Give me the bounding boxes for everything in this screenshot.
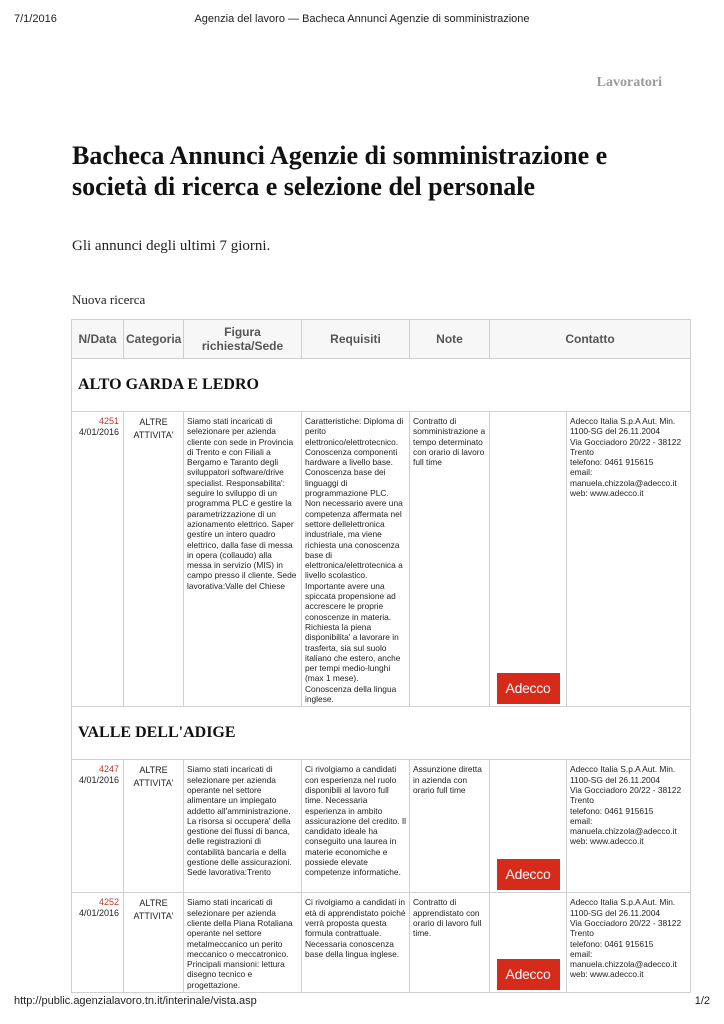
ad-figure: Siamo stati incaricati di selezionare per azienda cliente con sede in Provincia di Trento e con Filiali a Bergamo e Taranto degli sviluppatori software/drive specialist. Responsabilita': seguire lo sviluppo di un programma PLC e gestire la parametrizzazione di un azionamento elettrico. Saper gestire un intero quadro elettrico, dalla fase di messa in opera (collaudo) alla messa in servizio (MIS) in campo presso il cliente. Sede lavorativa:Valle del Chiese [184, 412, 302, 707]
col-categoria: Categoria [124, 320, 184, 359]
nav-lavoratori-link[interactable]: Lavoratori [596, 75, 662, 90]
col-requisiti: Requisiti [302, 320, 410, 359]
ad-category: ALTRE ATTIVITA' [124, 893, 184, 993]
ad-figure: Siamo stati incaricati di selezionare per azienda operante nel settore alimentare un impiegato addetto all'amministrazione. La risorsa si occupera' della gestione dei flussi di banca, delle registrazioni di contabilità bancaria e della gestione delle assicurazioni. Sede lavorativa:Trento [184, 760, 302, 893]
table-row [72, 760, 691, 893]
ad-requirements: Ci rivolgiamo a candidati con esperienza nel ruolo disponibili al lavoro full time. Necessaria esperienza in ambito assicurazione del credito. Il candidato ideale ha conseguito una laurea in materie economiche e possiede elevate competenze informatiche. [302, 760, 410, 893]
ad-date: 4/01/2016 [78, 908, 119, 919]
print-footer-url: http://public.agenzialavoro.tn.it/interinale/vista.asp [14, 995, 257, 1007]
col-note: Note [410, 320, 490, 359]
ad-note: Assunzione diretta in azienda con orario full time [410, 760, 490, 893]
print-page-number: 1/2 [694, 995, 710, 1007]
ad-date: 4/01/2016 [78, 775, 119, 786]
ad-category: ALTRE ATTIVITA' [124, 412, 184, 707]
ad-date: 4/01/2016 [78, 427, 119, 437]
page-subtitle: Gli annunci degli ultimi 7 giorni. [72, 238, 271, 254]
adecco-logo: Adecco [497, 859, 560, 890]
listings-table [71, 319, 691, 993]
region-row [72, 359, 691, 412]
ad-id-date-cell [72, 760, 124, 893]
ad-logo-cell [490, 412, 567, 707]
ad-figure: Siamo stati incaricati di selezionare per azienda cliente della Piana Rotaliana operante nel settore metalmeccanico un perito meccanico o meccatronico. Principali mansioni: lettura disegno tecnico e progettazione. [184, 893, 302, 993]
col-ndata: N/Data [72, 320, 124, 359]
ad-id-link[interactable]: 4252 [98, 897, 119, 908]
ad-contact: Adecco Italia S.p.A Aut. Min. 1100-SG del 26.11.2004 Via Gocciadoro 20/22 - 38122 Trento telefono: 0461 915615 email: manuela.chizzola@adecco.it web: www.adecco.it [567, 760, 691, 893]
ad-note: Contratto di somministrazione a tempo determinato con orario di lavoro full time [410, 412, 490, 707]
ad-requirements: Ci rivolgiamo a candidati in età di apprendistato poiché verrà proposta questa formula contrattuale. Necessaria conoscenza base della lingua inglese. [302, 893, 410, 993]
ad-note: Contratto di apprendistato con orario di lavoro full time. [410, 893, 490, 993]
ad-id-link[interactable]: 4247 [98, 764, 119, 775]
ad-id-date-cell [72, 412, 124, 707]
adecco-logo: Adecco [497, 673, 560, 704]
ad-logo-cell [490, 760, 567, 893]
ad-requirements: Caratteristiche: Diploma di perito elettronico/elettrotecnico. Conoscenza componenti hardware a livello base. Conoscenza base dei linguaggi di programmazione PLC. Non necessario avere una competenza affermata nel settore dellelettronica industriale, ma viene richiesta una conoscenza base di elettronica/elettrotecnica a livello scolastico. Importante avere una spiccata propensione ad accrescere le proprie conoscenze in materia. Richiesta la piena disponibilita' a lavorare in trasferta, sia sul suolo italiano che estero, anche per tempi medio-lunghi (max 1 mese). Conoscenza della lingua inglese. [302, 412, 410, 707]
col-figura: Figura richiesta/Sede [184, 320, 302, 359]
ad-category: ALTRE ATTIVITA' [124, 760, 184, 893]
new-search-link[interactable]: Nuova ricerca [72, 292, 146, 307]
print-date: 7/1/2016 [14, 13, 57, 25]
table-row [72, 412, 691, 707]
region-title: VALLE DELL'ADIGE [78, 724, 236, 742]
col-contatto: Contatto [490, 320, 691, 359]
table-header-row [72, 320, 691, 359]
region-title: ALTO GARDA E LEDRO [78, 376, 259, 393]
ad-contact: Adecco Italia S.p.A Aut. Min. 1100-SG del 26.11.2004 Via Gocciadoro 20/22 - 38122 Trento telefono: 0461 915615 email: manuela.chizzola@adecco.it web: www.adecco.it [567, 412, 691, 707]
adecco-logo: Adecco [497, 959, 560, 990]
print-title: Agenzia del lavoro — Bacheca Annunci Agenzie di somministrazione [194, 13, 530, 25]
page-title: Bacheca Annunci Agenzie di somministrazione e società di ricerca e selezione del personale [72, 141, 608, 201]
region-row [72, 707, 691, 760]
ad-contact: Adecco Italia S.p.A Aut. Min. 1100-SG del 26.11.2004 Via Gocciadoro 20/22 - 38122 Trento telefono: 0461 915615 email: manuela.chizzola@adecco.it web: www.adecco.it [567, 893, 691, 993]
ad-id-link[interactable]: 4251 [98, 416, 119, 426]
table-row [72, 893, 691, 993]
ad-id-date-cell [72, 893, 124, 993]
ad-logo-cell [490, 893, 567, 993]
